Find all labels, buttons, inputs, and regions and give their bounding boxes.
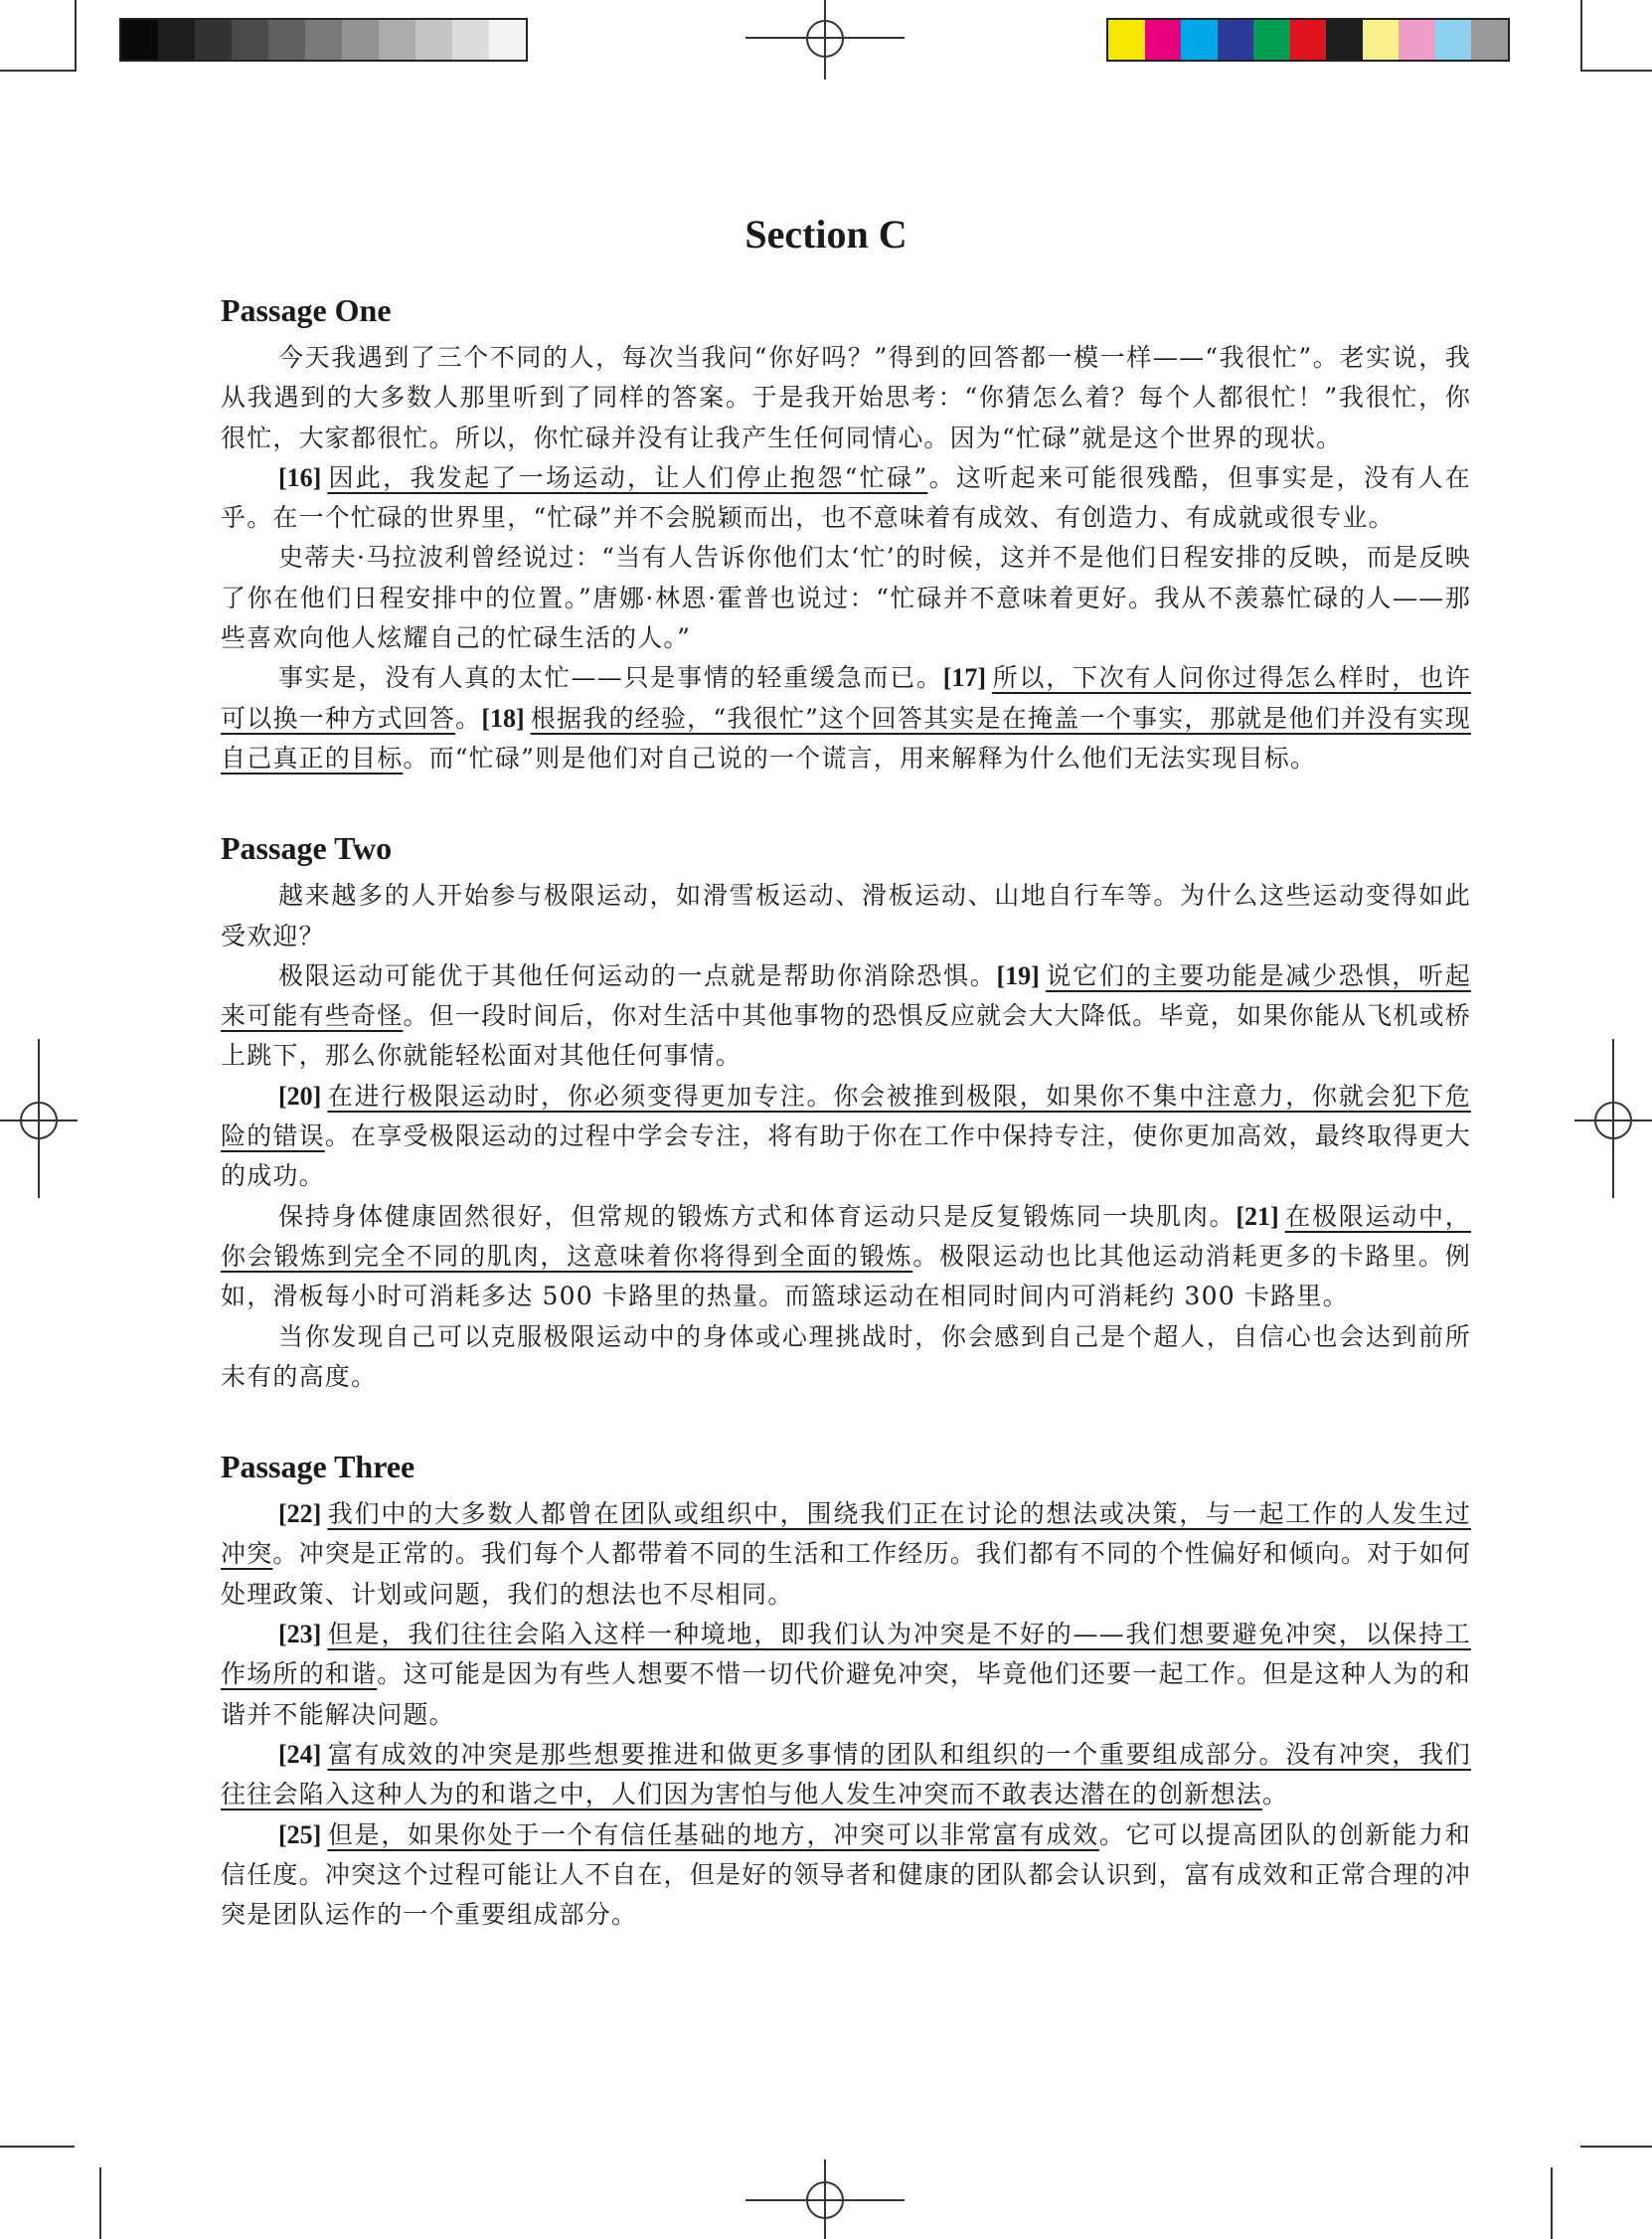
paragraph — [221, 658, 1471, 778]
color-swatch — [1181, 20, 1218, 60]
gray-swatch — [452, 20, 489, 60]
question-number: [17] — [942, 663, 987, 693]
paragraph-text: 。但一段时间后，你对生活中其他事物的恐惧反应就会大大降低。毕竟，如果你能从飞机或桥上跳下，那么你就能轻松面对其他任何事情。 — [221, 1001, 1471, 1071]
underlined-answer-text: 根据我的经验，“我很忙”这个回答其实是在掩盖一个事实，那就是他们并没有实现自己真正的目标 — [221, 703, 1471, 773]
gray-swatch — [232, 20, 268, 60]
paragraph-text: 。这听起来可能很残酷，但事实是，没有人在乎。在一个忙碌的世界里，“忙碌”并不会脱颖而出，也不意味着有成效、有创造力、有成就或很专业。 — [221, 462, 1471, 533]
color-swatch — [1435, 20, 1472, 60]
crop-mark — [99, 2167, 101, 2239]
paragraph-text: 极限运动可能优于其他任何运动的一点就是帮助你消除恐惧。 — [278, 960, 997, 990]
paragraph-text: 。这可能是因为有些人想要不惜一切代价避免冲突，毕竟他们还要一起工作。但是这种人为的和谐并不能解决问题。 — [221, 1659, 1472, 1729]
paragraph-text: 今天我遇到了三个不同的人，每次当我问“你好吗？”得到的回答都一模一样——“我很忙”。老实说，我从我遇到的大多数人那里听到了同样的答案。于是我开始思考：“你猜怎么着？每个人都很忙！”我很忙，你很忙，大家都很忙。所以，你忙碌并没有让我产生任何同情心。因为“忙碌”就是这个世界的现状。 — [221, 343, 1471, 452]
question-number: [16] — [278, 462, 322, 492]
paragraph — [221, 1615, 1471, 1735]
registration-circle-left — [20, 1102, 58, 1139]
underlined-answer-text: 因此，我发起了一场运动，让人们停止抱怨“忙碌” — [327, 462, 928, 492]
gray-swatch — [415, 20, 452, 60]
paragraph-text: 保持身体健康固然很好，但常规的锻炼方式和体育运动只是反复锻炼同一块肌肉。 — [278, 1201, 1237, 1231]
gray-swatch — [158, 20, 195, 60]
color-swatch — [1145, 20, 1182, 60]
paragraph — [221, 458, 1471, 539]
paragraph — [221, 1494, 1471, 1615]
crop-mark — [0, 70, 75, 72]
crop-mark — [1551, 2167, 1553, 2239]
paragraph — [221, 876, 1471, 956]
paragraph-text: 史蒂夫·马拉波利曾经说过：“当有人告诉你他们太‘忙’的时候，这并不是他们日程安排的反映，而是反映了你在他们日程安排中的位置。”唐娜·林恩·霍普也说过：“忙碌并不意味着更好。我从不羡慕忙碌的人——那些喜欢向他人炫耀自己的忙碌生活的人。” — [221, 543, 1471, 653]
paragraph — [221, 1317, 1471, 1398]
crop-mark — [1580, 2146, 1652, 2148]
paragraph-text: 。冲突是正常的。我们每个人都带着不同的生活和工作经历。我们都有不同的个性偏好和倾向。对于如何处理政策、计划或问题，我们的想法也不尽相同。 — [221, 1539, 1471, 1609]
passage — [221, 826, 1471, 1397]
section-title: Section C — [744, 212, 908, 257]
question-number: [18] — [481, 703, 525, 733]
underlined-answer-text: 但是，我们往往会陷入这样一种境地，即我们认为冲突是不好的——我们想要避免冲突，以保持工作场所的和谐 — [221, 1620, 1471, 1689]
question-number: [20] — [278, 1081, 322, 1111]
passage-title: Passage One — [221, 292, 392, 328]
gray-swatch — [268, 20, 305, 60]
underlined-answer-text: 我们中的大多数人都曾在团队或组织中，围绕我们正在讨论的想法或决策，与一起工作的人发生过冲突 — [221, 1499, 1471, 1569]
color-swatch — [1290, 20, 1327, 60]
color-calibration-bar — [1106, 18, 1510, 62]
paragraph-text: 。 — [1262, 1780, 1289, 1809]
paragraph-text: 。 — [455, 703, 482, 733]
paragraph-text: 。在享受极限运动的过程中学会专注，将有助于你在工作中保持专注，使你更加高效，最终取得更大的成功。 — [221, 1121, 1471, 1191]
gray-swatch — [121, 20, 158, 60]
crop-mark — [1580, 0, 1582, 72]
paragraph — [221, 1815, 1471, 1936]
color-swatch — [1399, 20, 1435, 60]
paragraph-text: 。而“忙碌”则是他们对自己说的一个谎言，用来解释为什么他们无法实现目标。 — [403, 743, 1317, 773]
paragraph — [221, 338, 1471, 458]
paragraph-text: 越来越多的人开始参与极限运动，如滑雪板运动、滑板运动、山地自行车等。为什么这些运动变得如此受欢迎？ — [221, 881, 1471, 950]
color-swatch — [1326, 20, 1363, 60]
question-number: [24] — [278, 1739, 322, 1769]
passages-container — [221, 288, 1471, 1982]
passage-title: Passage Three — [221, 1449, 415, 1485]
registration-circle-bottom — [806, 2181, 844, 2219]
paragraph — [221, 1077, 1471, 1197]
paragraph — [221, 1197, 1471, 1317]
question-number: [25] — [278, 1819, 322, 1849]
registration-circle-right — [1594, 1102, 1632, 1139]
question-number: [23] — [278, 1620, 322, 1649]
paragraph-text: 当你发现自己可以克服极限运动中的身体或心理挑战时，你会感到自己是个超人，自信心也会达到前所未有的高度。 — [221, 1321, 1471, 1391]
question-number: [21] — [1236, 1201, 1279, 1231]
underlined-answer-text: 但是，如果你处于一个有信任基础的地方，冲突可以非常富有成效 — [327, 1819, 1099, 1849]
paragraph-text: 事实是，没有人真的太忙——只是事情的轻重缓急而已。 — [278, 663, 943, 693]
color-swatch — [1471, 20, 1508, 60]
paragraph — [221, 956, 1471, 1077]
paragraph — [221, 1735, 1471, 1815]
color-swatch — [1253, 20, 1290, 60]
gray-swatch — [379, 20, 415, 60]
gray-swatch — [305, 20, 342, 60]
gray-swatch — [489, 20, 526, 60]
registration-circle-top — [806, 20, 844, 58]
passage — [221, 1445, 1471, 1935]
crop-mark — [75, 0, 77, 72]
passage-title: Passage Two — [221, 830, 393, 867]
crop-mark — [0, 2146, 75, 2148]
grayscale-calibration-bar — [119, 18, 528, 62]
underlined-answer-text: 在极限运动中，你会锻炼到完全不同的肌肉，这意味着你将得到全面的锻炼 — [221, 1201, 1471, 1271]
passage — [221, 288, 1471, 778]
crop-mark — [1580, 70, 1652, 72]
underlined-answer-text: 所以，下次有人问你过得怎么样时，也许可以换一种方式回答 — [221, 663, 1471, 733]
underlined-answer-text: 说它们的主要功能是减少恐惧，听起来可能有些奇怪 — [221, 960, 1471, 1031]
gray-swatch — [195, 20, 232, 60]
question-number: [19] — [996, 960, 1040, 990]
color-swatch — [1108, 20, 1145, 60]
paragraph — [221, 538, 1471, 658]
color-swatch — [1363, 20, 1400, 60]
paragraph-text: 。极限运动也比其他运动消耗更多的卡路里。例如，滑板每小时可消耗多达 500 卡路里的热量。而篮球运动在相同时间内可消耗约 300 卡路里。 — [221, 1241, 1471, 1311]
color-swatch — [1218, 20, 1254, 60]
paragraph-text: 。它可以提高团队的创新能力和信任度。冲突这个过程可能让人不自在，但是好的领导者和健康的团队都会认识到，富有成效和正常合理的冲突是团队运作的一个重要组成部分。 — [221, 1819, 1471, 1930]
gray-swatch — [342, 20, 379, 60]
underlined-answer-text: 富有成效的冲突是那些想要推进和做更多事情的团队和组织的一个重要组成部分。没有冲突，我们往往会陷入这种人为的和谐之中，人们因为害怕与他人发生冲突而不敢表达潜在的创新想法 — [221, 1739, 1471, 1809]
question-number: [22] — [278, 1499, 322, 1529]
underlined-answer-text: 在进行极限运动时，你必须变得更加专注。你会被推到极限，如果你不集中注意力，你就会犯下危险的错误 — [221, 1081, 1471, 1151]
